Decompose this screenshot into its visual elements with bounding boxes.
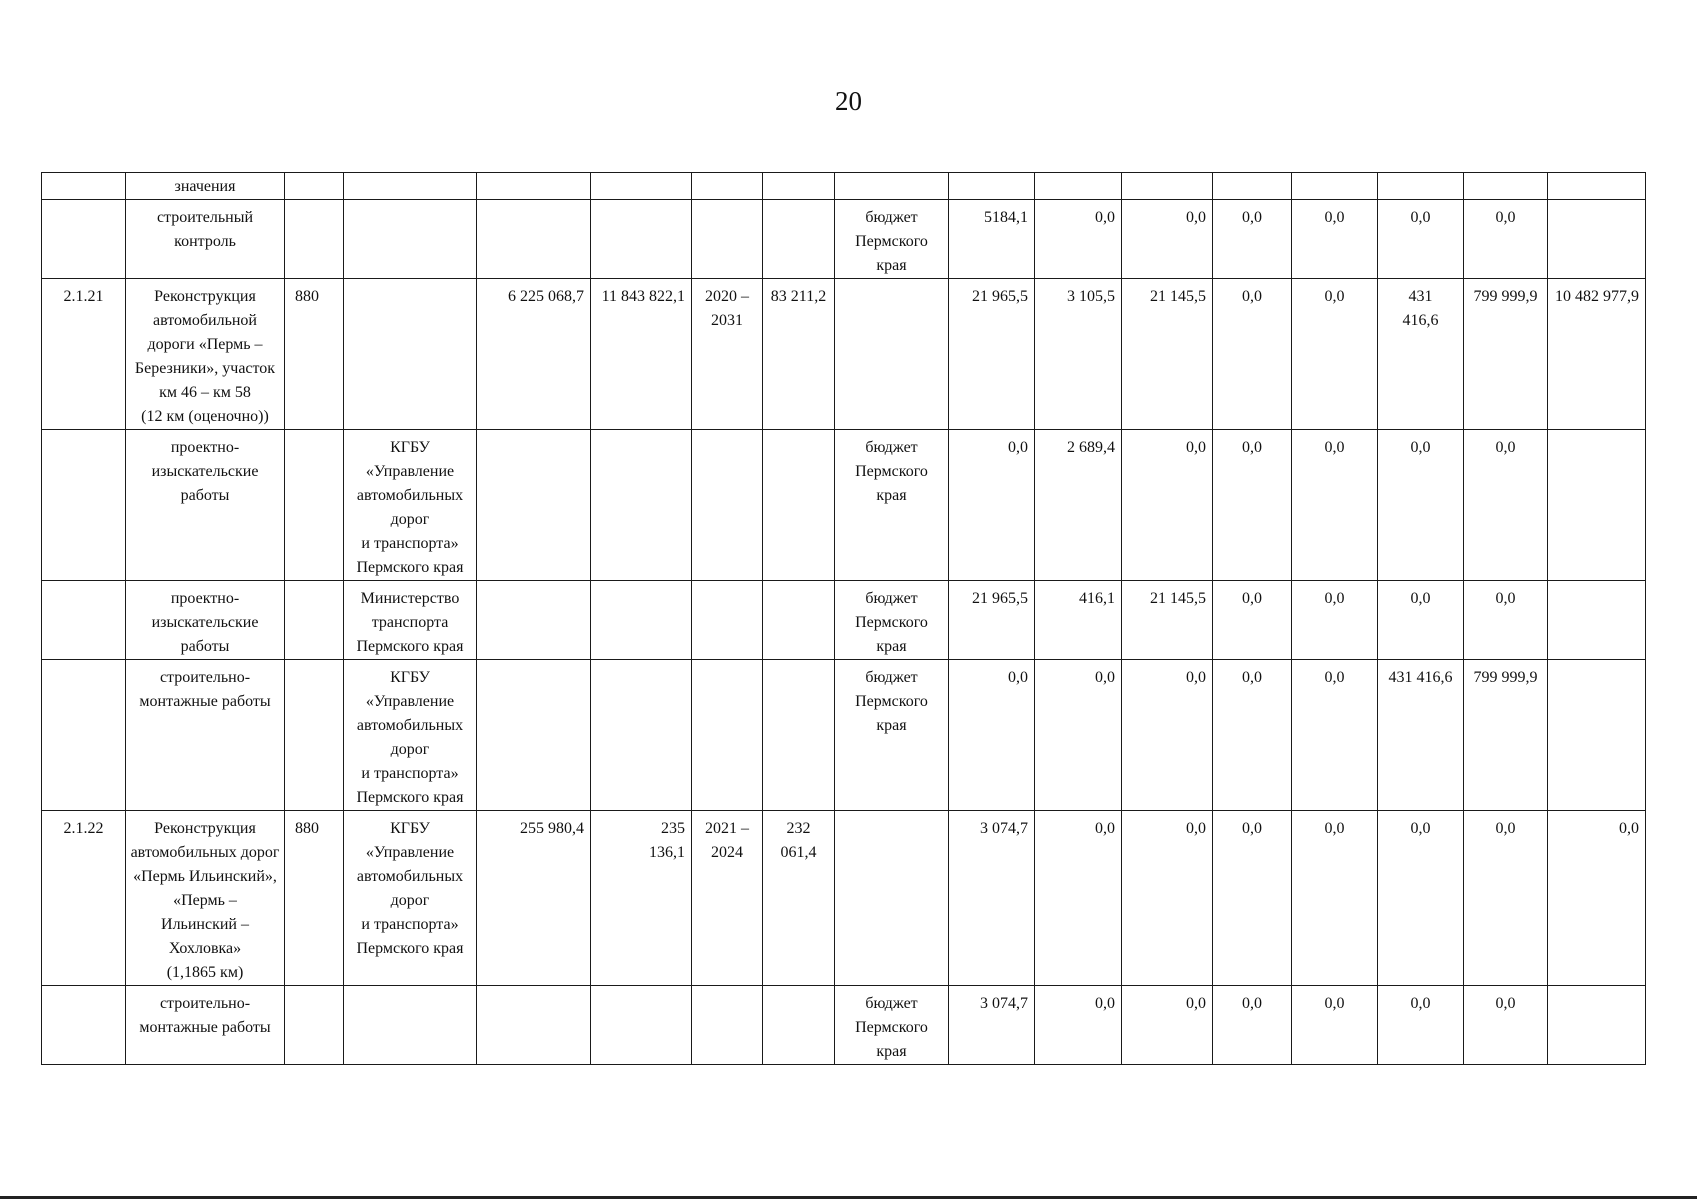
table-cell: 431 416,6	[1378, 660, 1464, 811]
table-cell: КГБУ «Управление автомобильных дорог и транспорта» Пермского края	[344, 660, 477, 811]
table-cell	[763, 430, 835, 581]
table-cell: строительный контроль	[126, 200, 285, 279]
table-cell: 3 105,5	[1035, 279, 1122, 430]
table-cell: 235 136,1	[591, 811, 692, 986]
table-cell: 255 980,4	[477, 811, 591, 986]
table-cell	[835, 279, 949, 430]
table-cell	[763, 986, 835, 1065]
table-cell	[477, 581, 591, 660]
table-cell: 416,1	[1035, 581, 1122, 660]
table-cell: 2.1.22	[42, 811, 126, 986]
table-row	[42, 200, 1646, 279]
table-cell: 0,0	[1292, 660, 1378, 811]
table-cell: Министерство транспорта Пермского края	[344, 581, 477, 660]
table-cell	[591, 581, 692, 660]
table-cell: 2.1.21	[42, 279, 126, 430]
table-cell	[1548, 430, 1646, 581]
table-cell: 0,0	[1548, 811, 1646, 986]
table-cell: 0,0	[1122, 811, 1213, 986]
table-cell	[692, 173, 763, 200]
table-cell: 21 145,5	[1122, 581, 1213, 660]
page-number: 20	[835, 86, 862, 116]
table-cell	[477, 173, 591, 200]
table-cell: 0,0	[1213, 581, 1292, 660]
table-row	[42, 986, 1646, 1065]
table-cell: 232 061,4	[763, 811, 835, 986]
table-cell: 0,0	[1213, 200, 1292, 279]
table-cell: 0,0	[1464, 811, 1548, 986]
table-cell: 0,0	[1213, 811, 1292, 986]
table-cell: 2 689,4	[1035, 430, 1122, 581]
table-cell	[949, 173, 1035, 200]
table-cell	[591, 986, 692, 1065]
table-cell: 0,0	[1035, 200, 1122, 279]
table-cell	[835, 173, 949, 200]
table-cell: 0,0	[1035, 986, 1122, 1065]
table-cell: Реконструкция автомобильных дорог «Пермь Ильинский», «Пермь – Ильинский – Хохловка» (1,1865 км)	[126, 811, 285, 986]
table-row	[42, 660, 1646, 811]
table-cell: строительно- монтажные работы	[126, 660, 285, 811]
table-cell: 0,0	[1035, 660, 1122, 811]
table-cell: 0,0	[949, 660, 1035, 811]
table-cell: бюджет Пермского края	[835, 986, 949, 1065]
table-cell	[1548, 986, 1646, 1065]
table-cell	[1548, 581, 1646, 660]
table-cell: 0,0	[1213, 660, 1292, 811]
table-cell	[285, 430, 344, 581]
table-cell: 0,0	[1213, 430, 1292, 581]
table-cell	[42, 430, 126, 581]
table-cell: проектно- изыскательские работы	[126, 581, 285, 660]
table-cell	[763, 660, 835, 811]
table-cell: бюджет Пермского края	[835, 200, 949, 279]
table-cell: 0,0	[1292, 430, 1378, 581]
table-cell: 0,0	[1378, 986, 1464, 1065]
table-cell: 0,0	[1292, 986, 1378, 1065]
table-cell: 0,0	[1213, 279, 1292, 430]
table-cell	[591, 173, 692, 200]
table-cell: 21 965,5	[949, 279, 1035, 430]
table-cell	[344, 200, 477, 279]
table-cell: 5184,1	[949, 200, 1035, 279]
table-cell: 0,0	[1464, 430, 1548, 581]
table-cell	[477, 200, 591, 279]
table-cell	[1548, 173, 1646, 200]
table-cell	[285, 581, 344, 660]
table-cell: КГБУ «Управление автомобильных дорог и транспорта» Пермского края	[344, 430, 477, 581]
table-cell	[1548, 200, 1646, 279]
scan-bottom-edge	[0, 1196, 1697, 1199]
table-cell	[692, 986, 763, 1065]
table-cell	[42, 660, 126, 811]
table-cell	[285, 200, 344, 279]
table-cell: 21 965,5	[949, 581, 1035, 660]
table-cell: 0,0	[1292, 811, 1378, 986]
table-cell: бюджет Пермского края	[835, 430, 949, 581]
table-cell	[344, 986, 477, 1065]
table-cell	[1292, 173, 1378, 200]
program-activities-table	[41, 172, 1646, 1065]
table-row	[42, 279, 1646, 430]
table-cell: 0,0	[1035, 811, 1122, 986]
table-cell	[692, 430, 763, 581]
table-cell: 2021 – 2024	[692, 811, 763, 986]
table-cell: КГБУ «Управление автомобильных дорог и транспорта» Пермского края	[344, 811, 477, 986]
table-cell	[1035, 173, 1122, 200]
table-cell: 0,0	[1122, 200, 1213, 279]
table-cell	[692, 660, 763, 811]
table-cell	[1548, 660, 1646, 811]
table-cell	[1213, 173, 1292, 200]
table-cell: 0,0	[1122, 986, 1213, 1065]
table-cell	[344, 173, 477, 200]
table-cell	[1464, 173, 1548, 200]
table-cell	[477, 986, 591, 1065]
table-cell: 0,0	[1378, 811, 1464, 986]
table-cell	[692, 200, 763, 279]
table-cell: 799 999,9	[1464, 660, 1548, 811]
table-row	[42, 811, 1646, 986]
table-cell	[1122, 173, 1213, 200]
table-cell	[591, 660, 692, 811]
table-cell: 3 074,7	[949, 811, 1035, 986]
table-row	[42, 430, 1646, 581]
table-cell	[763, 581, 835, 660]
table-cell: 2020 – 2031	[692, 279, 763, 430]
table-cell	[1378, 173, 1464, 200]
table-cell: 0,0	[1378, 430, 1464, 581]
table-cell: 0,0	[949, 430, 1035, 581]
table-cell: 0,0	[1292, 200, 1378, 279]
table-cell	[763, 173, 835, 200]
table-cell	[42, 581, 126, 660]
table-cell	[285, 173, 344, 200]
table-cell	[591, 200, 692, 279]
table-cell: 0,0	[1292, 279, 1378, 430]
table-cell	[42, 200, 126, 279]
table-row	[42, 581, 1646, 660]
table-cell: 0,0	[1292, 581, 1378, 660]
table-cell: 0,0	[1464, 200, 1548, 279]
table-cell: проектно- изыскательские работы	[126, 430, 285, 581]
table-cell: 0,0	[1464, 986, 1548, 1065]
table-cell: 880	[285, 811, 344, 986]
table-cell: 0,0	[1122, 660, 1213, 811]
table-cell	[285, 986, 344, 1065]
table-cell	[591, 430, 692, 581]
table-cell: 0,0	[1378, 581, 1464, 660]
table-cell	[692, 581, 763, 660]
table-cell	[42, 173, 126, 200]
table-cell: 10 482 977,9	[1548, 279, 1646, 430]
table-cell: бюджет Пермского края	[835, 660, 949, 811]
table-row	[42, 173, 1646, 200]
table-cell: 0,0	[1464, 581, 1548, 660]
table-cell: 799 999,9	[1464, 279, 1548, 430]
table-cell: 11 843 822,1	[591, 279, 692, 430]
table-cell: бюджет Пермского края	[835, 581, 949, 660]
table-cell: 83 211,2	[763, 279, 835, 430]
table-cell: значения	[126, 173, 285, 200]
table-cell: 0,0	[1122, 430, 1213, 581]
table-cell: 880	[285, 279, 344, 430]
table-cell	[477, 430, 591, 581]
table-cell	[835, 811, 949, 986]
table-cell: 21 145,5	[1122, 279, 1213, 430]
table-cell	[477, 660, 591, 811]
table-cell	[344, 279, 477, 430]
table-cell	[763, 200, 835, 279]
table-cell: 0,0	[1378, 200, 1464, 279]
table-cell: 0,0	[1213, 986, 1292, 1065]
table-cell	[42, 986, 126, 1065]
table-cell: строительно- монтажные работы	[126, 986, 285, 1065]
table-cell: 431 416,6	[1378, 279, 1464, 430]
table-cell	[285, 660, 344, 811]
table-cell: 3 074,7	[949, 986, 1035, 1065]
table-cell: Реконструкция автомобильной дороги «Пермь – Березники», участок км 46 – км 58 (12 км (оценочно))	[126, 279, 285, 430]
table-cell: 6 225 068,7	[477, 279, 591, 430]
